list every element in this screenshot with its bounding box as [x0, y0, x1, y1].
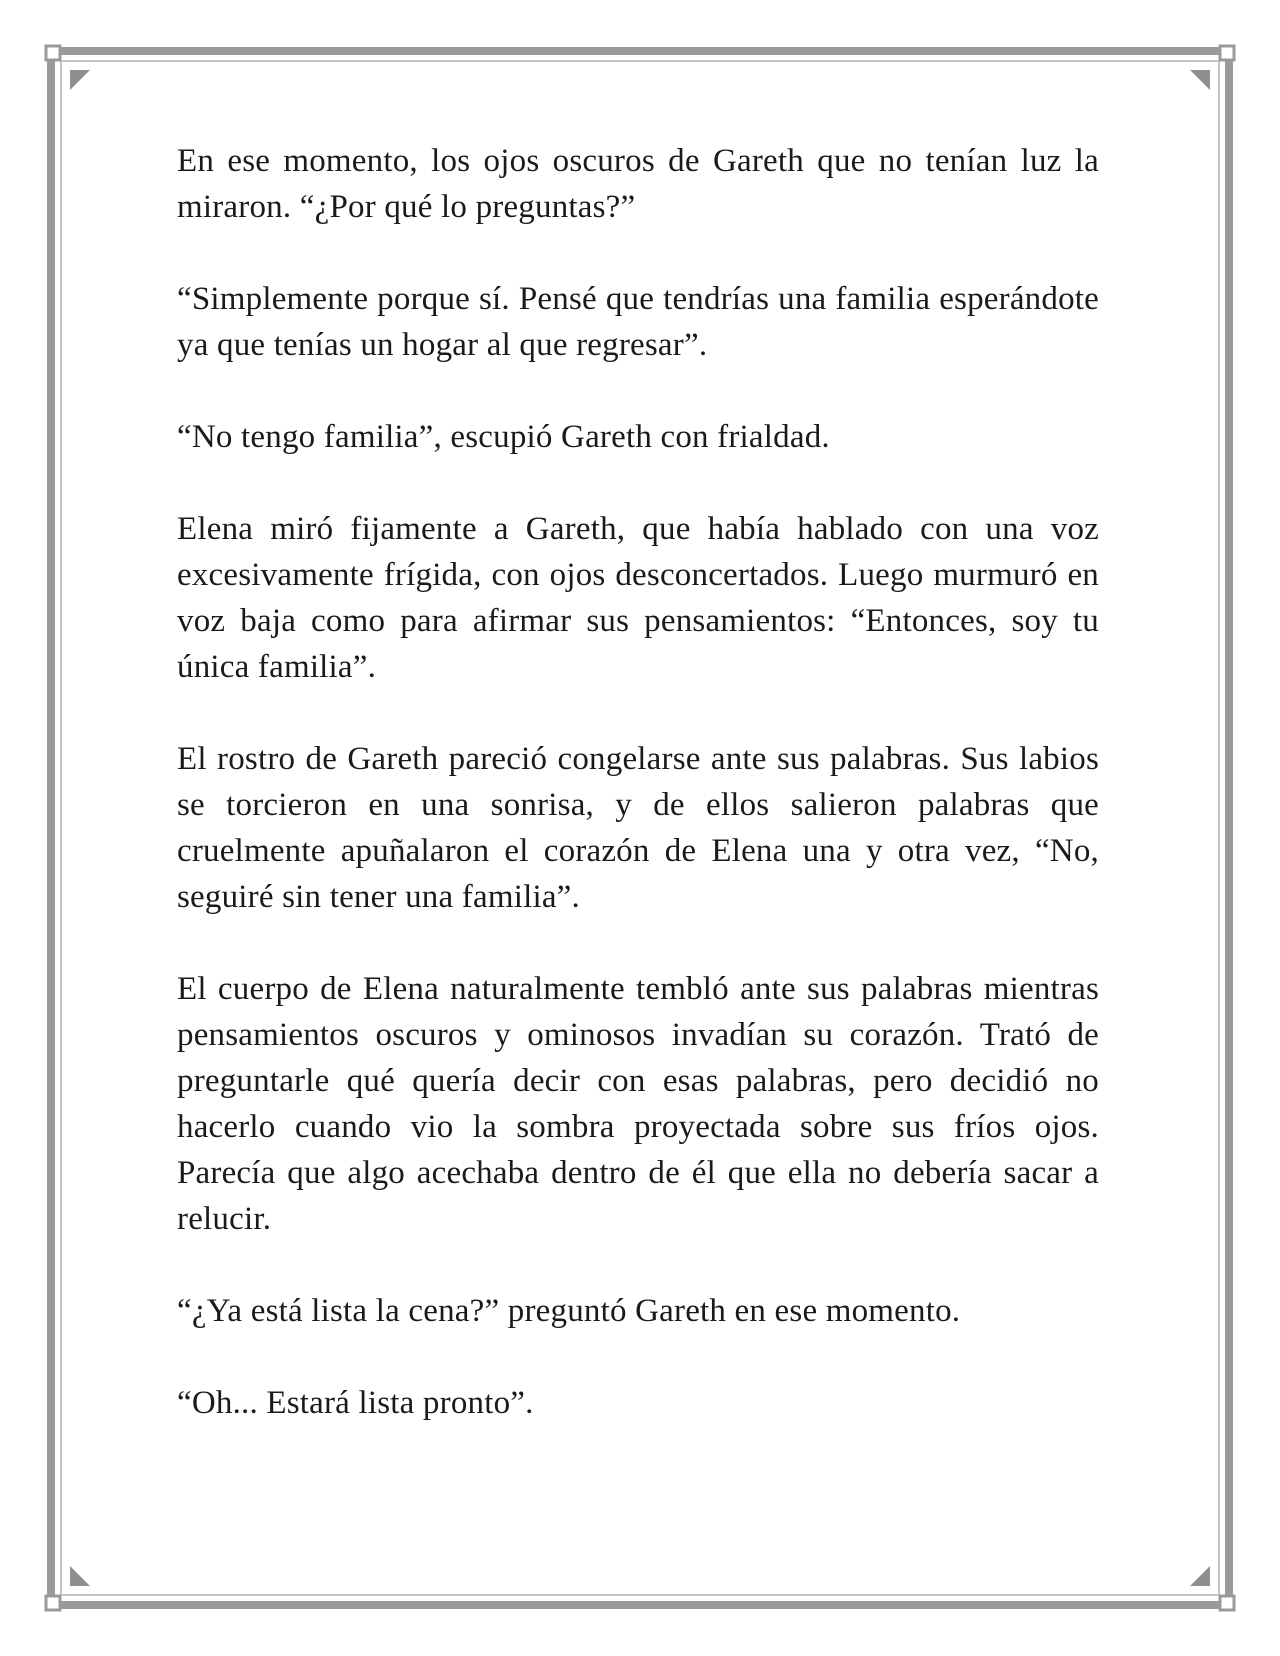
page-body-text [177, 138, 1099, 1472]
paragraph: “¿Ya está lista la cena?” preguntó Gareth en ese momento. [177, 1293, 961, 1329]
paragraph: El cuerpo de Elena naturalmente tembló ante sus palabras mientras pensamientos oscuros y ominosos invadían su corazón. Trató de preguntarle qué quería decir con esas palabras, pero decidió no hacerlo cuando vio la sombra proyectada sobre sus fríos ojos. Parecía que algo acechaba dentro de él que ella no debería sacar a relucir. [177, 971, 1099, 1237]
paragraph: “Simplemente porque sí. Pensé que tendrías una familia esperándote ya que tenías un hogar al que regresar”. [177, 281, 1099, 363]
paragraph: Elena miró fijamente a Gareth, que había hablado con una voz excesivamente frígida, con ojos desconcertados. Luego murmuró en voz baja como para afirmar sus pensamientos: “Entonces, soy tu única familia”. [177, 511, 1099, 685]
paragraph: El rostro de Gareth pareció congelarse ante sus palabras. Sus labios se torcieron en una sonrisa, y de ellos salieron palabras que cruelmente apuñalaron el corazón de Elena una y otra vez, “No, seguiré sin tener una familia”. [177, 741, 1099, 915]
paragraph: “Oh... Estará lista pronto”. [177, 1385, 534, 1421]
paragraph: En ese momento, los ojos oscuros de Gareth que no tenían luz la miraron. “¿Por qué lo preguntas?” [177, 143, 1099, 225]
paragraph: “No tengo familia”, escupió Gareth con frialdad. [177, 419, 830, 455]
